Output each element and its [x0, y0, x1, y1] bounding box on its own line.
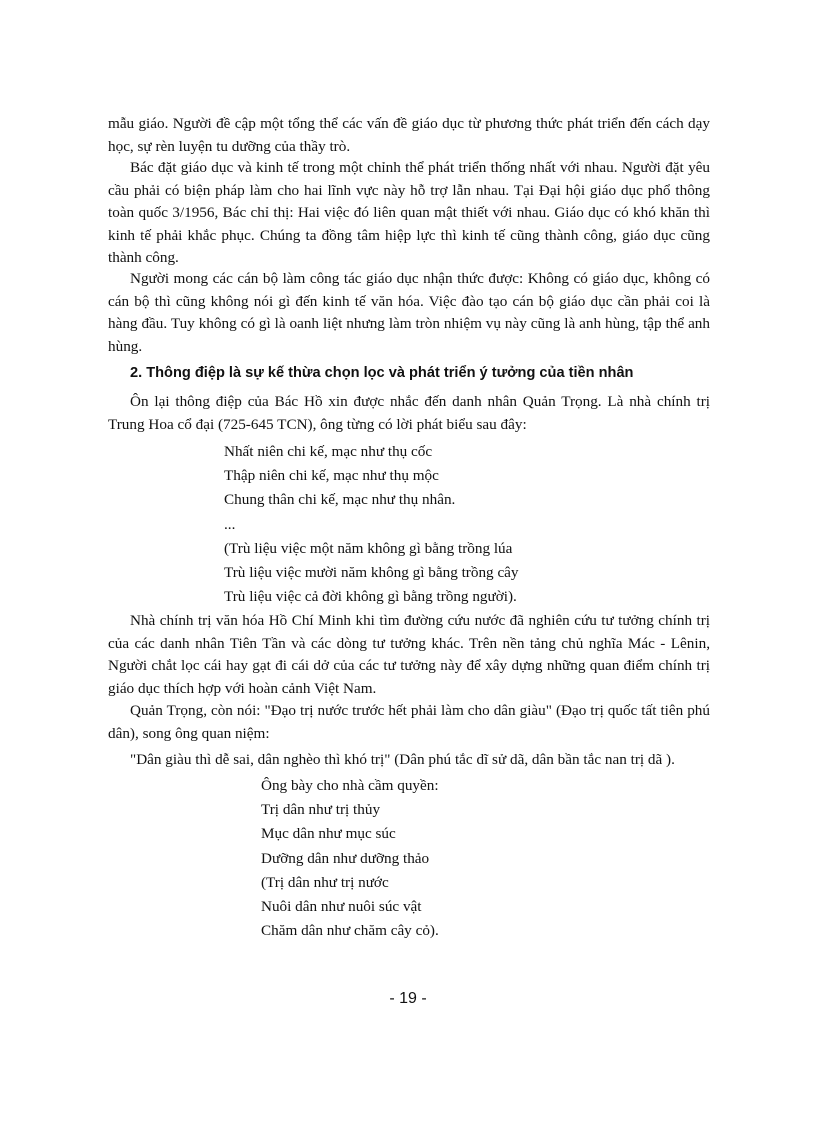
paragraph-2: Bác đặt giáo dục và kinh tế trong một chỉnh thể phát triển thống nhất với nhau. Người đặt yêu cầu phải có biện pháp làm cho hai lĩnh vực này hỗ trợ lẫn nhau. Tại Đại hội giáo dục phổ thông toàn quốc 3/1956, Bác chỉ thị: Hai việc đó liên quan mật thiết với nhau. Giáo dục có khó khăn thì kinh tế phải khắc phục. Chúng ta đồng tâm hiệp lực thì kinh tế cũng thành công, giáo dục cũng thành công. — [108, 159, 710, 266]
verse-line: ... — [224, 515, 236, 533]
quote-line: "Dân giàu thì dễ sai, dân nghèo thì khó trị" (Dân phú tắc dĩ sử dã, dân bần tắc nan trị dã ). — [130, 751, 675, 768]
verse-quote-1 — [224, 440, 519, 609]
verse-line: Trị dân như trị thủy — [261, 801, 381, 819]
verse-line: Trù liệu việc mười năm không gì bằng trồng cây — [224, 563, 519, 581]
verse-line: (Trù liệu việc một năm không gì bằng trồng lúa — [224, 539, 513, 557]
paragraph-3: Người mong các cán bộ làm công tác giáo dục nhận thức được: Không có giáo dục, không có cán bộ thì cũng không nói gì đến kinh tế văn hóa. Việc đào tạo cán bộ giáo dục cần phải coi là hàng đầu. Tuy không có gì là oanh liệt nhưng làm tròn nhiệm vụ này cũng là anh hùng, tập thể anh hùng. — [108, 270, 710, 355]
paragraph-4: Ôn lại thông điệp của Bác Hồ xin được nhắc đến danh nhân Quản Trọng. Là nhà chính trị Trung Hoa cổ đại (725-645 TCN), ông từng có lời phát biểu sau đây: — [108, 393, 710, 433]
verse-line: Chăm dân như chăm cây cỏ). — [261, 922, 439, 940]
verse-quote-2 — [261, 774, 439, 943]
section-heading: 2. Thông điệp là sự kế thừa chọn lọc và phát triển ý tưởng của tiền nhân — [130, 365, 634, 381]
page-number: - 19 - — [389, 990, 427, 1007]
paragraph-5: Nhà chính trị văn hóa Hồ Chí Minh khi tìm đường cứu nước đã nghiên cứu tư tưởng chính trị của các danh nhân Tiên Tần và các dòng tư tưởng khác. Trên nền tảng chủ nghĩa Mác - Lênin, Người chắt lọc cái hay gạt đi cái dở của các tư tưởng này để xây dựng những quan điểm chính trị giáo dục thích hợp với hoàn cảnh Việt Nam. — [108, 612, 710, 697]
verse-line: Nhất niên chi kế, mạc như thụ cốc — [224, 443, 433, 460]
verse-line: Nuôi dân như nuôi súc vật — [261, 897, 422, 915]
verse-line: Chung thân chi kế, mạc như thụ nhân. — [224, 491, 456, 509]
verse-line: Ông bày cho nhà cầm quyền: — [261, 777, 439, 794]
verse-line: Thập niên chi kế, mạc như thụ mộc — [224, 467, 439, 485]
verse-line: Trù liệu việc cả đời không gì bằng trồng người). — [224, 588, 517, 606]
verse-line: Mục dân như mục súc — [261, 825, 396, 843]
verse-line: (Trị dân như trị nước — [261, 873, 389, 891]
paragraph-1: mẫu giáo. Người đề cập một tổng thể các vấn đề giáo dục từ phương thức phát triển đến cách dạy học, sự rèn luyện tu dưỡng của thầy trò. — [108, 115, 710, 155]
paragraph-6: Quản Trọng, còn nói: "Đạo trị nước trước hết phải làm cho dân giàu" (Đạo trị quốc tất tiên phú dân), song ông quan niệm: — [108, 702, 710, 742]
verse-line: Dưỡng dân như dưỡng thảo — [261, 849, 430, 867]
